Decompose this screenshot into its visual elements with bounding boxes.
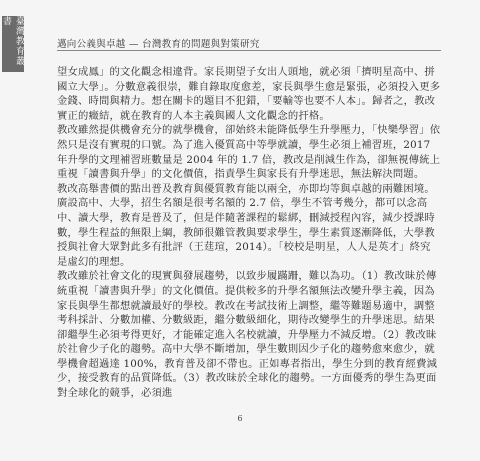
- paragraph: 教改雖然提供機會充分的就學機會，卻始終未能降低學生升學壓力，「快樂學習」依然只是沒有實現的口號。為了進入優質高中等學就讀，學生必須上補習班，2017 年升學的文理補習班數量是 2004 年的 1.7 倍，教改是削減生作為，卻無視傳統上重視「讀書與升學」的文化價值，指責學生與家長有升學迷思，無法解決問題。: [57, 124, 441, 181]
- sidebar-label: 臺灣教育叢書: [1, 16, 24, 66]
- running-head: 邁向公義與卓越 — 台灣教育的問題與對策研究: [57, 39, 260, 50]
- body-text: [57, 65, 441, 401]
- header-rule: [57, 50, 441, 51]
- page-number: 6: [237, 414, 243, 423]
- sidebar-tab: [2, 16, 24, 72]
- paragraph: 教改雖於社會文化的現實與發展趨勢，以致步履蹣跚，難以為功。（1）教改昧於傳統重視「讀書與升學」的文化價值。提供較多的升學名額無法改變升學主義，因為家長與學生都想就讀最好的學校。教改在考試技術上調整，繼等難題易適中，調整考科採計、分數加權、分數級距，繼分數級細化，期待改變學生的升學迷思。結果卻繼學生必須考得更好，才能確定進入名校就讀，升學壓力不減反增。（2）教改昧於社會少子化的趨勢。高中大學不斷增加，學生數則因少子化的趨勢愈來愈少，就學機會超過達 100%，教育普及卻不帶也。正如專者指出，學生分到的教育經費減少，接受教育的品質降低。（3）教改昧於全球化的趨勢。一方面優秀的學生為更面對全球化的競爭，必須進: [57, 270, 438, 400]
- paragraph: 望女成鳳」的文化觀念相違背。家長期望子女出人頭地，就必須「擠明星高中、拼國立大學」。分數意義很崇，難自錄取度愈差，家長與學生愈是緊張，必須投入更多金錢、時間與精力。想在關卡的題目不犯錯，「要輸等也要不人本」。歸者之，教改實正的癥結，就在教育的人本主義與國人文化觀念的扞格。: [57, 66, 441, 122]
- paragraph: 教改高舉書價的點出普及教育與優質教育能以兩全，亦即均等與卓越的兩難困境。廣設高中、大學，招生名額是很考名額的 2.7 倍，學生不管考幾分，都可以念高中、讀大學，教育是普及了，但是伴隨著課程的鬆綁，刪減授程內容，減少授課時數，學生程益的無限上綱，教師很難管教與要求學生，學生素質逐漸降低，大學教授與社會大眾對此多有批評（王莛瑄，2014）。「校校是明星，人人是英才」終究是虛幻的理想。: [57, 182, 435, 268]
